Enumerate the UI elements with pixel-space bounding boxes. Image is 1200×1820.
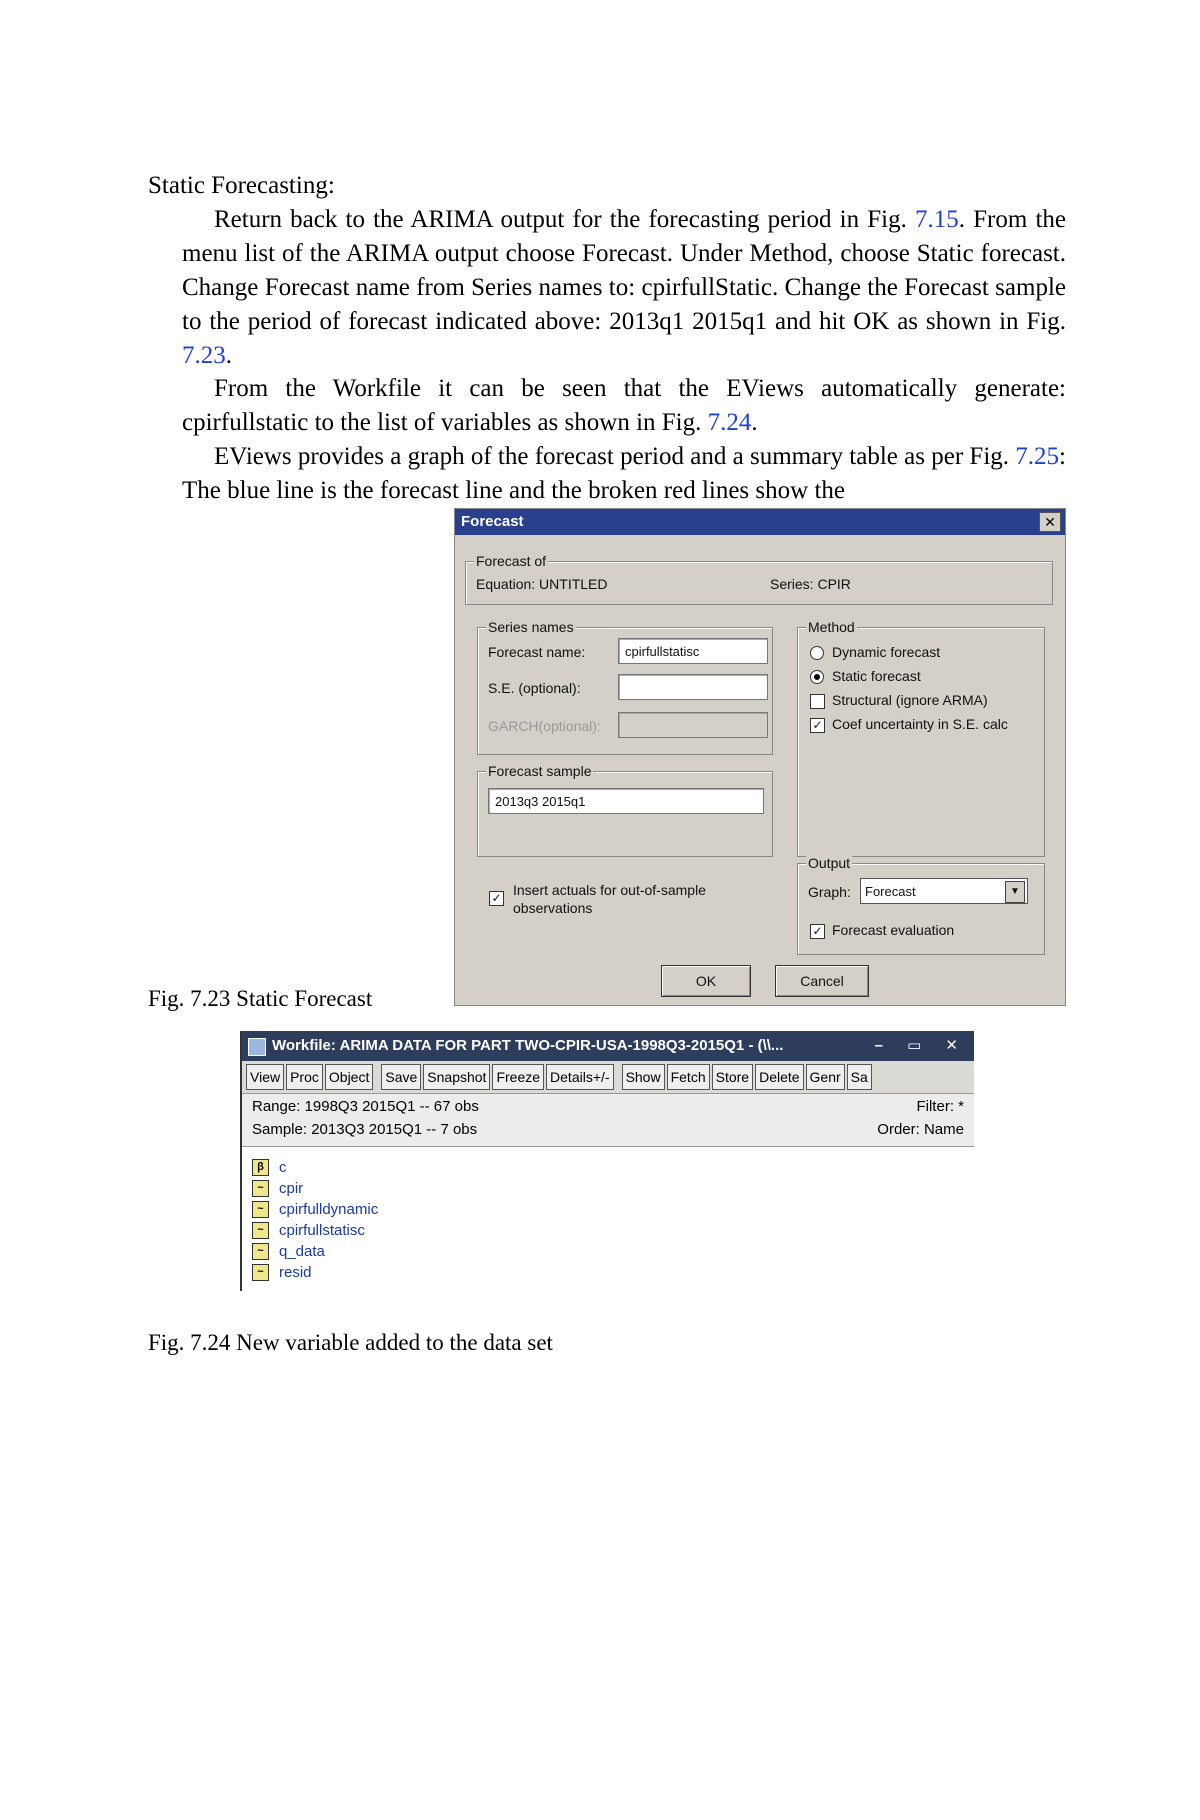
delete-button[interactable]: Delete xyxy=(755,1064,803,1090)
dynamic-forecast-label: Dynamic forecast xyxy=(832,644,941,660)
output-group: Output Graph: Forecast ▼ ✓ Forecast evaluation xyxy=(797,863,1045,955)
genr-button[interactable]: Genr xyxy=(806,1064,845,1090)
list-item[interactable]: ~ cpirfulldynamic xyxy=(252,1199,378,1220)
series-icon: ~ xyxy=(252,1243,269,1260)
save-button[interactable]: Save xyxy=(381,1064,421,1090)
workfile-titlebar xyxy=(242,1031,974,1061)
window-controls-icon[interactable]: – ▭ ✕ xyxy=(874,1037,968,1054)
coef-uncertainty-checkbox[interactable]: ✓ xyxy=(810,718,825,733)
garch-label: GARCH(optional): xyxy=(488,718,601,734)
forecast-evaluation-checkbox[interactable]: ✓ xyxy=(810,924,825,939)
series-icon: ~ xyxy=(252,1222,269,1239)
filter-label[interactable]: Filter: * xyxy=(916,1098,964,1115)
list-item[interactable]: β c xyxy=(252,1157,378,1178)
dialog-title: Forecast xyxy=(461,513,524,530)
forecast-sample-input[interactable]: 2013q3 2015q1 xyxy=(488,788,764,814)
paragraph-1: Return back to the ARIMA output for the forecasting period in Fig. 7.15. From the menu list of the ARIMA output choose Forecast. Under Method, choose Static forecast. Change Forecast name from Series names to: cpirfullStatic. Change the Forecast sample to the period of forecast indicated above: 2013q1 2015q1 and hit OK as shown in Fig. 7.23. xyxy=(182,206,1067,369)
graph-label: Graph: xyxy=(808,884,851,900)
paragraph-2: From the Workfile it can be seen that the EViews automatically generate: cpirfullstatic to the list of variables as shown in Fig. 7.24. xyxy=(182,375,1066,436)
view-button[interactable]: View xyxy=(246,1064,284,1090)
workfile-title: Workfile: ARIMA DATA FOR PART TWO-CPIR-USA-1998Q3-2015Q1 - (\\... xyxy=(272,1037,784,1054)
workfile-window xyxy=(240,1031,974,1291)
freeze-button[interactable]: Freeze xyxy=(492,1064,544,1090)
coef-uncertainty-label: Coef uncertainty in S.E. calc xyxy=(832,716,1008,732)
store-button[interactable]: Store xyxy=(712,1064,753,1090)
section-heading: Static Forecasting: xyxy=(148,172,335,199)
order-label[interactable]: Order: Name xyxy=(877,1121,964,1138)
insert-actuals-checkbox[interactable]: ✓ xyxy=(489,891,504,906)
insert-actuals-label: Insert actuals for out-of-sample observations xyxy=(513,882,706,916)
sample-label[interactable]: Sample: 2013Q3 2015Q1 -- 7 obs xyxy=(252,1121,478,1138)
structural-label: Structural (ignore ARMA) xyxy=(832,692,988,708)
list-item[interactable]: ~ q_data xyxy=(252,1241,378,1262)
sample-button[interactable]: Sa xyxy=(847,1064,872,1090)
coefficient-icon: β xyxy=(252,1159,269,1176)
show-button[interactable]: Show xyxy=(622,1064,665,1090)
object-list xyxy=(252,1157,378,1283)
dialog-titlebar xyxy=(455,509,1065,535)
list-item[interactable]: ~ cpir xyxy=(252,1178,378,1199)
cancel-button[interactable]: Cancel xyxy=(775,965,869,997)
object-button[interactable]: Object xyxy=(325,1064,373,1090)
equation-label: Equation: UNTITLED xyxy=(476,576,608,592)
workfile-toolbar xyxy=(242,1061,974,1094)
proc-button[interactable]: Proc xyxy=(286,1064,323,1090)
forecast-sample-group: Forecast sample 2013q3 2015q1 xyxy=(477,771,773,857)
se-label: S.E. (optional): xyxy=(488,680,581,696)
forecast-of-group: Forecast of Equation: UNTITLED Series: CPIR xyxy=(465,561,1053,605)
chevron-down-icon[interactable]: ▼ xyxy=(1005,881,1025,903)
list-item[interactable]: ~ resid xyxy=(252,1262,378,1283)
structural-checkbox[interactable] xyxy=(810,694,825,709)
workfile-icon xyxy=(248,1038,266,1056)
range-label[interactable]: Range: 1998Q3 2015Q1 -- 67 obs xyxy=(252,1098,479,1115)
figure-caption-7-23: Fig. 7.23 Static Forecast xyxy=(148,986,373,1011)
series-names-group: Series names Forecast name: cpirfullstatisc S.E. (optional): GARCH(optional): xyxy=(477,627,773,755)
static-forecast-radio[interactable] xyxy=(810,670,824,684)
fig-ref-7-25[interactable]: 7.25 xyxy=(1015,443,1060,470)
se-input[interactable] xyxy=(618,674,768,700)
fig-ref-7-15[interactable]: 7.15 xyxy=(915,206,959,233)
fig-ref-7-24[interactable]: 7.24 xyxy=(707,409,752,436)
series-label: Series: CPIR xyxy=(770,576,851,592)
snapshot-button[interactable]: Snapshot xyxy=(423,1064,490,1090)
workfile-info xyxy=(242,1094,974,1147)
figure-caption-7-24: Fig. 7.24 New variable added to the data set xyxy=(148,1330,553,1355)
forecast-name-label: Forecast name: xyxy=(488,644,586,660)
method-group: Method Dynamic forecast Static forecast Structural (ignore ARMA) ✓ Coef uncertainty in S.E. calc xyxy=(797,627,1045,857)
fetch-button[interactable]: Fetch xyxy=(667,1064,710,1090)
static-forecast-label: Static forecast xyxy=(832,668,921,684)
forecast-evaluation-label: Forecast evaluation xyxy=(832,922,955,938)
ok-button[interactable]: OK xyxy=(661,965,751,997)
paragraph-3: EViews provides a graph of the forecast period and a summary table as per Fig. 7.25: The blue line is the forecast line and the broken red lines show the xyxy=(182,443,1066,504)
details-button[interactable]: Details+/- xyxy=(546,1064,614,1090)
series-icon: ~ xyxy=(252,1201,269,1218)
close-icon[interactable]: ✕ xyxy=(1039,512,1061,532)
garch-input xyxy=(618,712,768,738)
graph-select[interactable]: Forecast ▼ xyxy=(860,878,1028,904)
list-item[interactable]: ~ cpirfullstatisc xyxy=(252,1220,378,1241)
series-icon: ~ xyxy=(252,1264,269,1281)
forecast-dialog xyxy=(454,508,1066,1006)
dynamic-forecast-radio[interactable] xyxy=(810,646,824,660)
series-icon: ~ xyxy=(252,1180,269,1197)
fig-ref-7-23[interactable]: 7.23 xyxy=(182,342,226,369)
forecast-name-input[interactable]: cpirfullstatisc xyxy=(618,638,768,664)
